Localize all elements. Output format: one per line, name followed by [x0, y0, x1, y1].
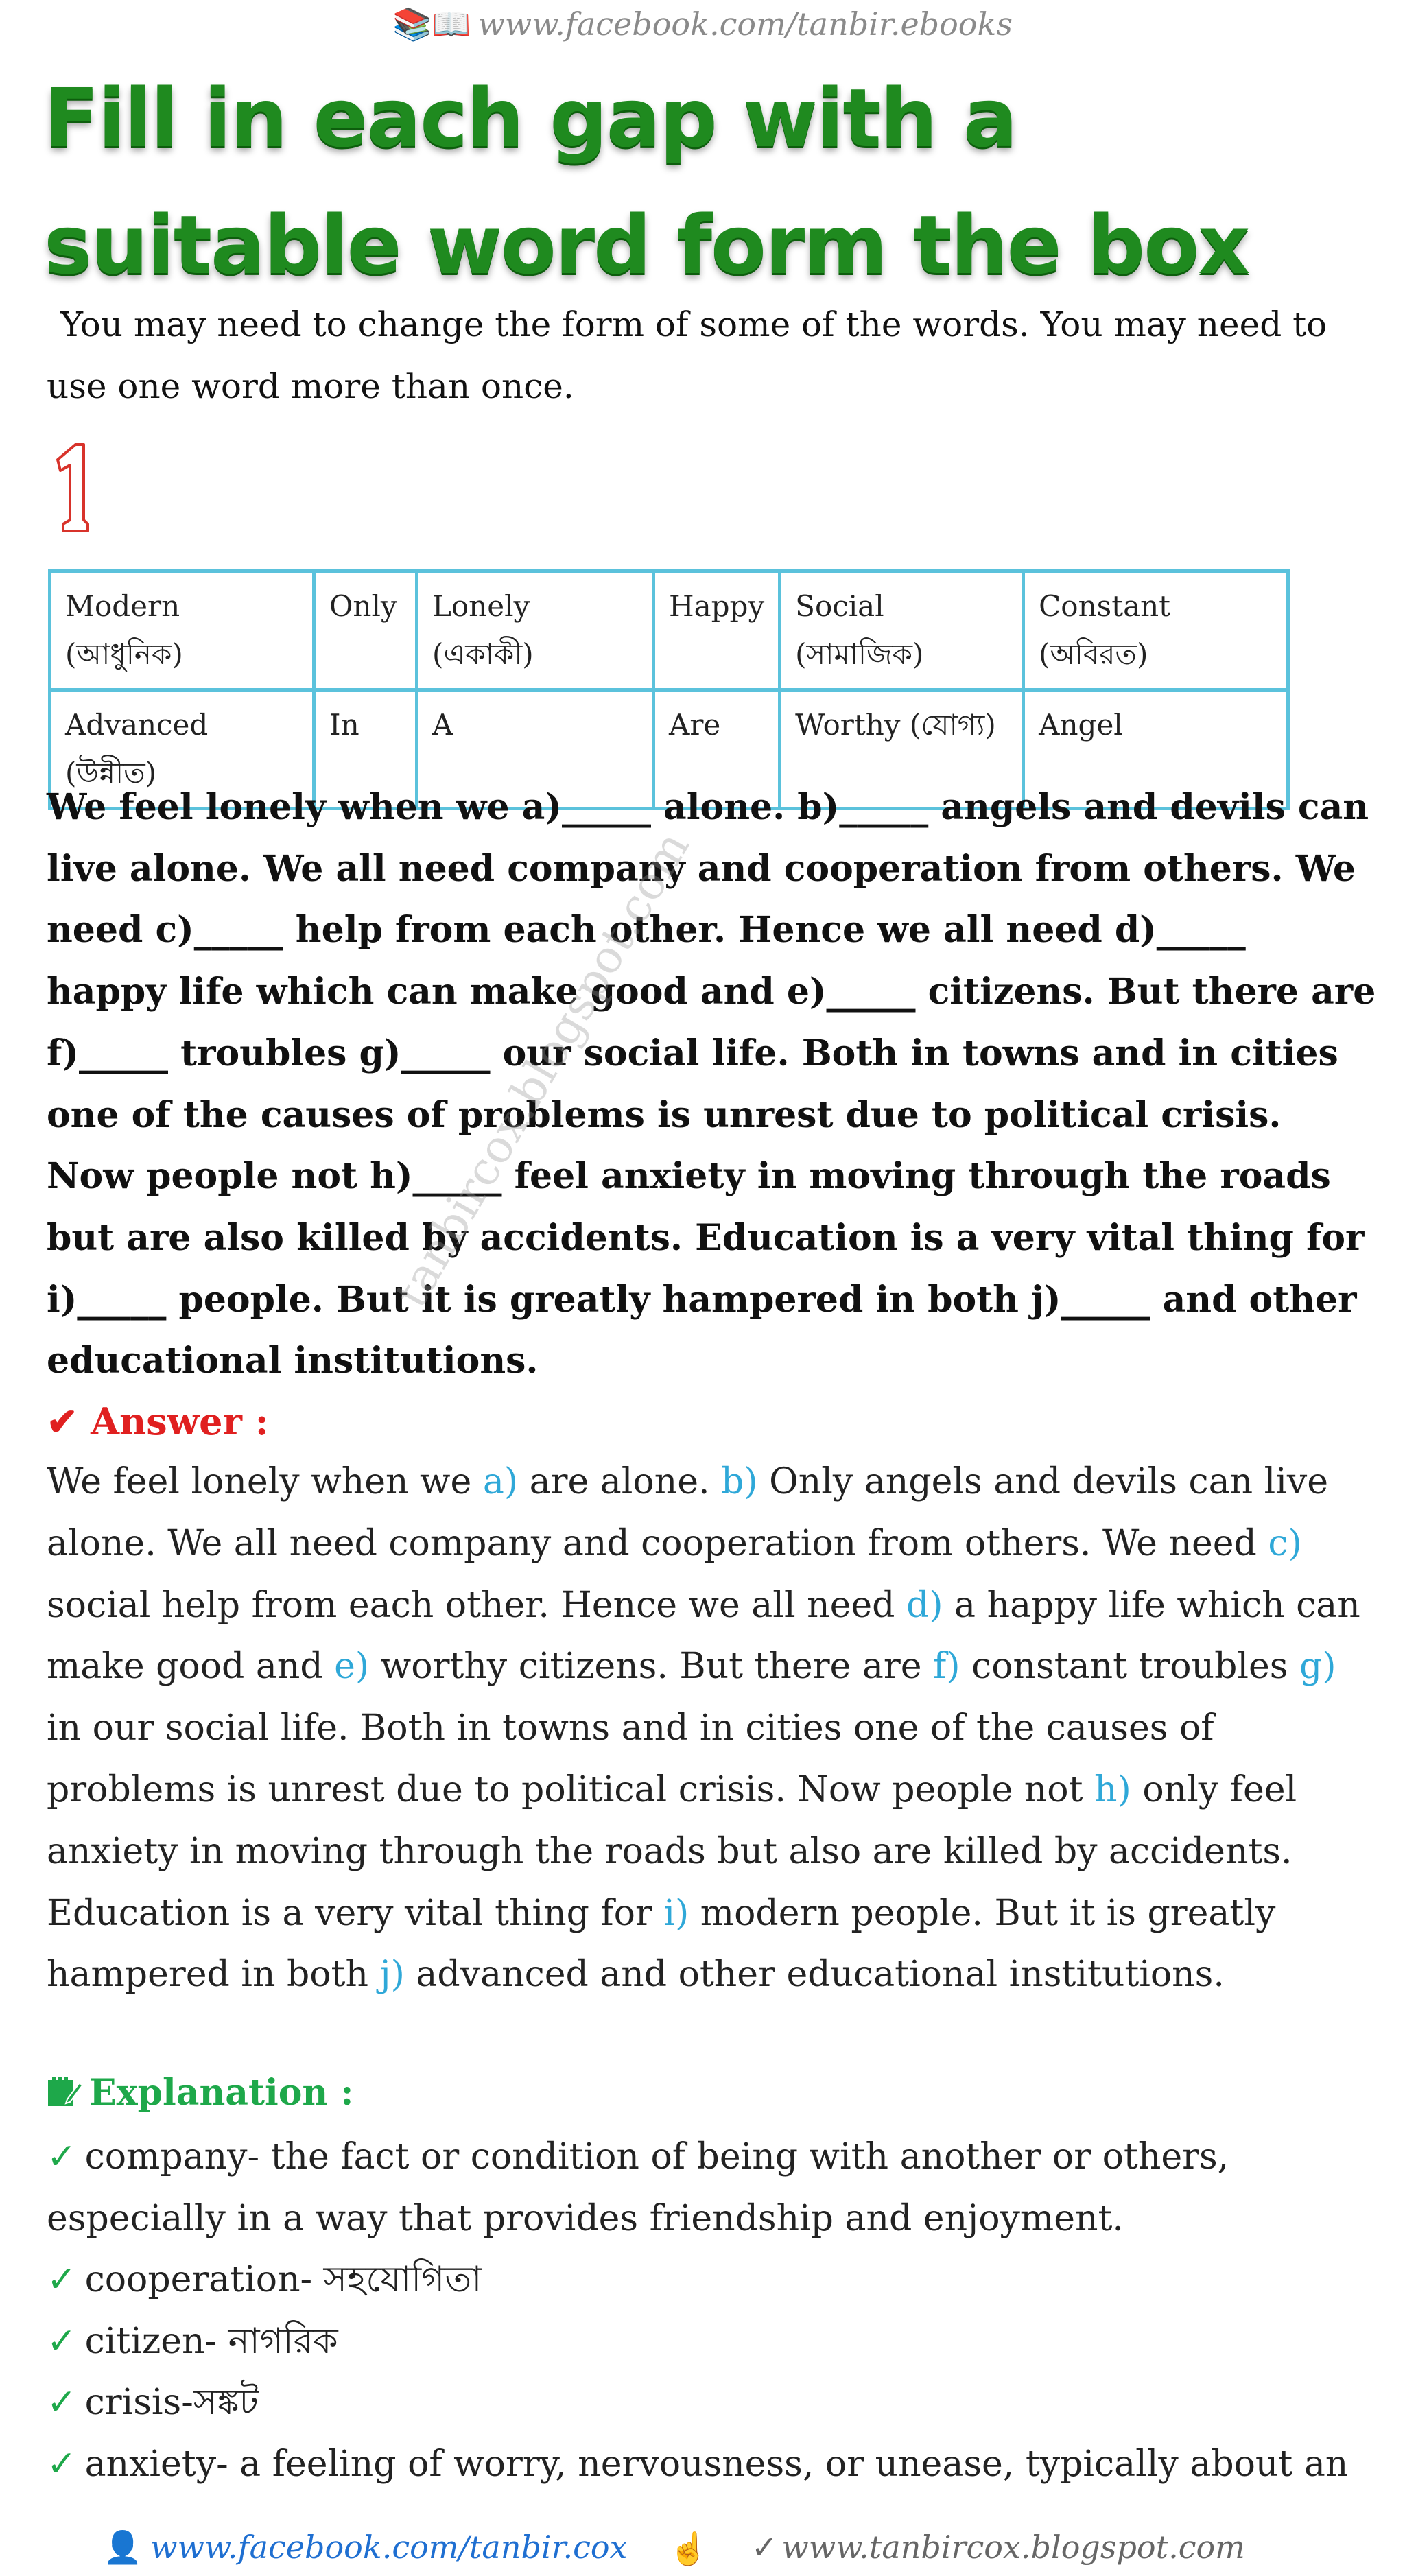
footer-facebook-link[interactable] — [103, 2529, 628, 2566]
word-cell: Only — [314, 571, 417, 690]
header-link[interactable] — [0, 5, 1405, 43]
answer-text: Only angels and devils can live alone. We all need company and cooperation from others. We need — [47, 1461, 1329, 1564]
footer-blog-link[interactable] — [751, 2529, 1245, 2566]
answer-label: a) — [482, 1461, 519, 1502]
explanation-text: company- the fact or condition of being with another or others, especially in a way that provides friendship and enjoyment. — [47, 2136, 1229, 2239]
explanation-heading-text: Explanation : — [89, 2072, 354, 2114]
footer-facebook-text[interactable]: www.facebook.com/tanbir.cox — [150, 2529, 628, 2566]
answer-text: in our social life. Both in towns and in cities one of the causes of problems is unrest due to political crisis. Now people not — [47, 1708, 1214, 1810]
explanation-text: anxiety- a feeling of worry, nervousness, or unease, typically about an — [84, 2443, 1349, 2485]
page-title: Fill in each gap with a suitable word form the box — [44, 71, 1249, 292]
hand-pointer-icon: ☝ — [669, 2530, 709, 2567]
header-url[interactable]: www.facebook.com/tanbir.ebooks — [477, 5, 1013, 43]
answer-label: b) — [721, 1461, 758, 1502]
answer-label: d) — [906, 1584, 943, 1626]
answer-heading-text: Answer : — [91, 1399, 269, 1443]
answer-label: g) — [1299, 1646, 1336, 1688]
answer-text: are alone. — [518, 1461, 722, 1502]
answer-text: modern people. But it is greatly hampered in both — [47, 1892, 1276, 1996]
word-cell: In — [314, 690, 417, 809]
watermark: tanbircox.blogspot.com — [384, 823, 700, 1316]
exercise-number-icon — [48, 439, 96, 535]
word-cell: Lonely (একাকী) — [417, 571, 654, 690]
answer-text: a happy life which can make good and — [47, 1584, 1360, 1688]
check-icon: ✓ — [47, 2443, 77, 2485]
check-icon: ✓ — [47, 2259, 77, 2300]
list-item — [47, 2249, 1378, 2311]
answer-text: advanced and other educational institutions. — [404, 1954, 1225, 1996]
check-icon: ✓ — [47, 2382, 77, 2423]
footer — [0, 2529, 1405, 2570]
user-icon: 👤 — [103, 2529, 143, 2566]
word-cell: Angel — [1024, 690, 1288, 809]
answer-text: only feel anxiety in moving through the roads but also are killed by accidents. Education is a very vital thing for — [47, 1769, 1297, 1934]
explanation-text: citizen- নাগরিক — [84, 2320, 338, 2362]
explanation-heading — [47, 2072, 354, 2114]
notepad-icon — [47, 2076, 82, 2107]
answer-label: c) — [1268, 1522, 1302, 1564]
answer-label: h) — [1094, 1769, 1131, 1810]
word-cell: Constant (অবিরত) — [1024, 571, 1288, 690]
answer-text: constant troubles — [960, 1646, 1299, 1688]
list-item — [47, 2311, 1378, 2373]
word-cell: Advanced (উন্নীত) — [50, 690, 314, 809]
word-box — [48, 569, 1290, 810]
answer-text: We feel lonely when we — [47, 1461, 483, 1502]
answer-text: social help from each other. Hence we all need — [47, 1584, 906, 1626]
word-cell: Modern (আধুনিক) — [50, 571, 314, 690]
check-icon: ✔ — [47, 1399, 78, 1443]
question-passage: We feel lonely when we a)_____ alone. b)_____ angels and devils can live alone. We all need company and cooperation from others. We need c)_____ help from each other. Hence we all need d)_____ happy life which can make good and e)_____ citizens. But there are f)_____ troubles g)_____ our social life. Both in towns and in cities one of the causes of problems is unrest due to political crisis. Now people not h)_____ feel anxiety in moving through the roads but are also killed by accidents. Education is a very vital thing for i)_____ people. But it is greatly hampered in both j)_____ and other educational institutions. — [47, 786, 1376, 1382]
check-icon: ✓ — [47, 2320, 77, 2362]
list-item — [47, 2127, 1378, 2249]
answer-label: i) — [663, 1892, 689, 1934]
explanation-text: crisis-সঙ্কট — [84, 2382, 259, 2423]
word-cell: Happy — [654, 571, 780, 690]
explanation-list — [47, 2127, 1378, 2495]
explanation-text: cooperation- সহযোগিতা — [84, 2259, 482, 2300]
list-item — [47, 2434, 1378, 2496]
word-cell: Worthy (যোগ্য) — [780, 690, 1024, 809]
answer-text: worthy citizens. But there are — [369, 1646, 934, 1688]
check-icon: ✓ — [47, 2136, 77, 2177]
footer-blog-text[interactable]: www.tanbircox.blogspot.com — [781, 2529, 1245, 2566]
word-box-row — [50, 571, 1288, 690]
list-item — [47, 2372, 1378, 2434]
word-cell: Are — [654, 690, 780, 809]
word-cell: Social (সামাজিক) — [780, 571, 1024, 690]
answer-heading — [47, 1399, 269, 1443]
answer-label: e) — [334, 1646, 370, 1688]
answer-label: j) — [379, 1954, 405, 1996]
check-icon: ✓ — [751, 2529, 778, 2566]
answer-passage — [47, 1452, 1378, 2006]
word-cell: A — [417, 690, 654, 809]
books-icon: 📚📖 — [392, 5, 471, 43]
instructions: You may need to change the form of some of the words. You may need to use one word more than once. — [47, 305, 1327, 406]
answer-label: f) — [933, 1646, 960, 1688]
